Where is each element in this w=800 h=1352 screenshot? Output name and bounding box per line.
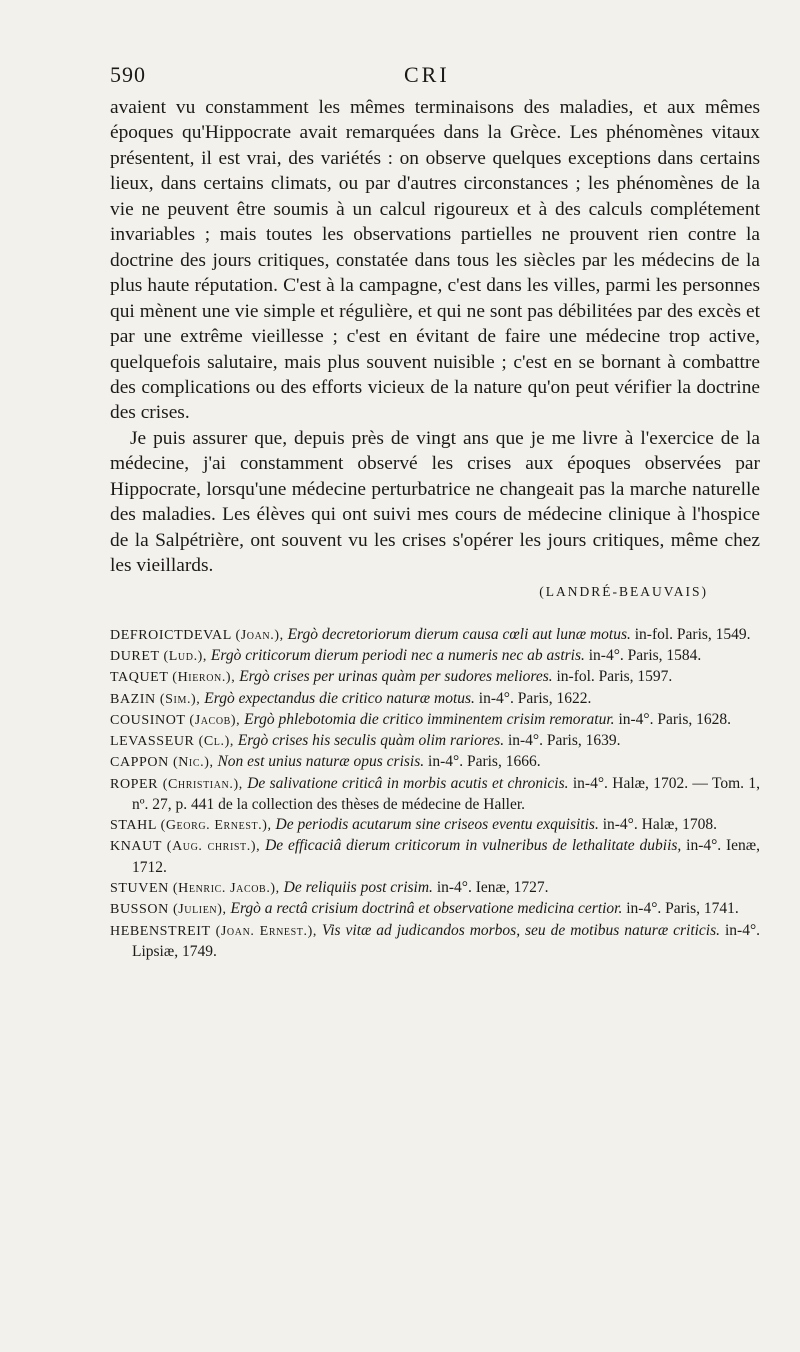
running-head: CRI <box>404 62 450 87</box>
entry-author: DEFROICTDEVAL (Joan.), <box>110 627 284 643</box>
bibliography-entry <box>110 710 760 731</box>
entry-title: Vis vitæ ad judicandos morbos, seu de motibus naturæ criticis. <box>321 921 721 939</box>
entry-details: in-4°. Paris, 1741. <box>626 900 739 918</box>
entry-title: De efficaciâ dierum criticorum in vulneribus de lethalitate dubiis, <box>265 837 682 855</box>
bibliography-entry <box>110 774 760 815</box>
bibliography <box>110 625 760 962</box>
entry-details: in-fol. Paris, 1549. <box>634 625 751 643</box>
entry-details: in-fol. Paris, 1597. <box>556 668 673 686</box>
entry-details: in-4°. Ienæ, 1712. <box>132 837 761 876</box>
entry-title: Ergò crises his seculis quàm olim rariores. <box>237 732 505 750</box>
entry-details: in-4°. Ienæ, 1727. <box>436 878 549 896</box>
author-signature: (LANDRÉ-BEAUVAIS) <box>539 583 708 599</box>
entry-author: COUSINOT (Jacob), <box>110 712 241 728</box>
entry-author: BUSSON (Julien), <box>110 902 227 918</box>
entry-title: De salivatione criticâ in morbis acutis et chronicis. <box>247 774 569 792</box>
entry-author: CAPPON (Nic.), <box>110 755 214 771</box>
entry-details: in-4°. Lipsiæ, 1749. <box>132 921 761 960</box>
entry-title: Ergò crises per urinas quàm per sudores meliores. <box>239 668 553 686</box>
entry-title: Ergò phlebotomia die critico imminentem crisim remoratur. <box>244 710 615 728</box>
entry-author: LEVASSEUR (Cl.), <box>110 734 234 750</box>
page-number: 590 <box>110 62 146 87</box>
entry-details: in-4°. Paris, 1639. <box>507 732 621 750</box>
bibliography-entry <box>110 646 760 667</box>
entry-details: in-4°. Paris, 1622. <box>478 689 592 707</box>
paragraph-1: avaient vu constamment les mêmes terminaisons des maladies, et aux mêmes époques qu'Hippocrate avait remarquées dans la Grèce. Les phénomènes vitaux présentent, il est vrai, des variétés : on observe quelques exceptions dans certains lieux, dans certains climats, ou par d'autres circonstances ; les phénomènes de la vie ne peuvent être soumis à un calcul rigoureux et à des calculs complétement invariables ; mais toutes les observations partielles ne prouvent rien contre la doctrine des jours critiques, constatée dans tous les siècles par les médecins de la plus haute réputation. C'est à la campagne, c'est dans les villes, parmi les personnes qui mènent une vie simple et régulière, et qui ne sont pas débilitées par des excès et par une extrême vieillesse ; c'est en évitant de faire une médecine trop active, quelquefois salutaire, mais plus souvent nuisible ; c'est en se bornant à combattre des complications ou des efforts vicieux de la nature qu'on peut vérifier la doctrine des crises. <box>110 97 760 424</box>
entry-title: Non est unius naturæ opus crisis. <box>217 753 425 771</box>
page-header <box>110 62 760 96</box>
entry-title: Ergò decretoriorum dierum causa cœli aut lunæ motus. <box>287 625 631 643</box>
bibliography-entry <box>110 625 760 646</box>
bibliography-entry <box>110 752 760 773</box>
entry-author: DURET (Lud.), <box>110 648 208 664</box>
bibliography-entry <box>110 921 760 962</box>
bibliography-entry <box>110 836 760 877</box>
bibliography-entry <box>110 667 760 688</box>
bibliography-entry <box>110 815 760 836</box>
entry-title: Ergò expectandus die critico naturæ motus. <box>204 689 475 707</box>
entry-author: STAHL (Georg. Ernest.), <box>110 818 272 834</box>
entry-title: Ergò a rectâ crisium doctrinâ et observatione medicina certior. <box>230 900 623 918</box>
entry-title: De reliquiis post crisim. <box>283 878 433 896</box>
paragraph-2: Je puis assurer que, depuis près de vingt ans que je me livre à l'exercice de la médecine, j'ai constamment observé les crises aux époques observées par Hippocrate, lorsqu'une médecine perturbatrice ne changeait pas la marche naturelle des maladies. Les élèves qui ont suivi mes cours de médecine clinique à l'hospice de la Salpétrière, ont souvent vu les crises s'opérer les jours critiques, même chez les vieillards. <box>110 427 760 577</box>
entry-title: De periodis acutarum sine criseos eventu exquisitis. <box>275 816 599 834</box>
entry-author: ROPER (Christian.), <box>110 776 243 792</box>
entry-author: BAZIN (Sim.), <box>110 691 201 707</box>
entry-details: in-4°. Halæ, 1708. <box>602 816 717 834</box>
entry-author: TAQUET (Hieron.), <box>110 670 236 686</box>
entry-title: Ergò criticorum dierum periodi nec a numeris nec ab astris. <box>210 646 585 664</box>
bibliography-entry <box>110 731 760 752</box>
entry-author: STUVEN (Henric. Jacob.), <box>110 880 280 896</box>
entry-details: in-4°. Paris, 1628. <box>618 710 731 728</box>
entry-details: in-4°. Paris, 1666. <box>428 753 541 771</box>
bibliography-entry <box>110 689 760 710</box>
entry-author: HEBENSTREIT (Joan. Ernest.), <box>110 923 317 939</box>
entry-author: KNAUT (Aug. christ.), <box>110 839 261 855</box>
bibliography-entry <box>110 899 760 920</box>
entry-details: in-4°. Paris, 1584. <box>588 646 702 664</box>
entry-details: in-4°. Halæ, 1702. — Tom. 1, nº. 27, p. 441 de la collection des thèses de médecine de Haller. <box>132 774 761 813</box>
bibliography-entry <box>110 878 760 899</box>
